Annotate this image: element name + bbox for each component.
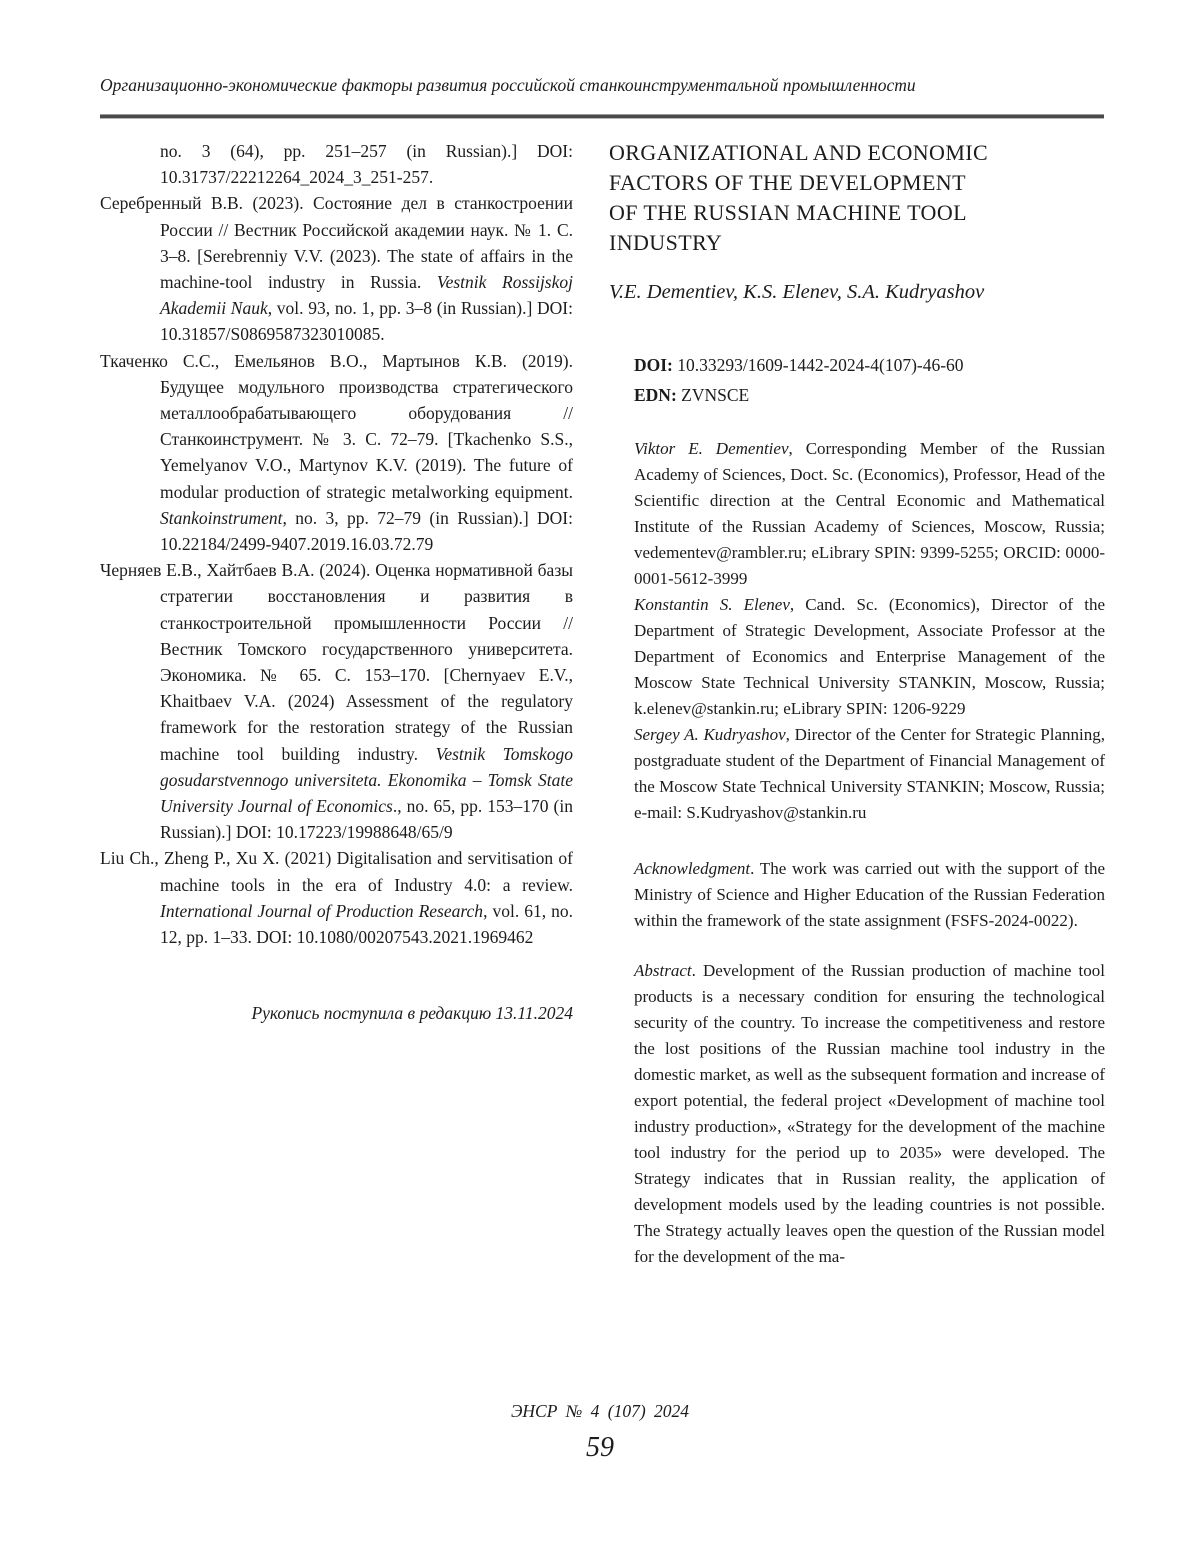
abstract-block: [634, 958, 1105, 1270]
reference-text: Серебренный В.В. (2023). Состояние дел в станкостроении России // Вестник Российской академии наук. № 1. С. 3–8. [Serebrenniy V.V. (2023). The state of affairs in the machine-tool industry in Russia.: [100, 193, 573, 293]
reference-journal-italic: Vestnik Rossijskoj Akademii Nauk: [160, 272, 573, 319]
reference-journal-italic: Vestnik Tomskogo gosudarstvennogo universiteta. Ekonomika – Tomsk State University Journal of Economics: [160, 743, 574, 817]
acknowledgment-text: . The work was carried out with the support of the Ministry of Science and Higher Education of the Russian Federation within the framework of the state assignment (FSFS-2024-0022).: [634, 859, 1105, 930]
doi-value: 10.33293/1609-1442-2024-4(107)-46-60: [677, 355, 964, 375]
reference-entry: [100, 557, 573, 845]
reference-entry: [100, 190, 573, 347]
author-bio: [634, 436, 1105, 592]
edn-label: EDN:: [634, 385, 677, 405]
article-meta-and-abstract: [634, 350, 1105, 1270]
doi-row: [634, 350, 1105, 380]
article-title-line: ORGANIZATIONAL AND ECONOMIC: [609, 140, 989, 165]
abstract-paragraph: [634, 958, 1105, 1270]
acknowledgment-paragraph: [634, 856, 1105, 934]
author-bio: [634, 592, 1105, 722]
author-bios-block: [634, 436, 1105, 826]
manuscript-received-note: Рукопись поступила в редакцию 13.11.2024: [251, 1003, 573, 1024]
reference-text: , vol. 93, no. 1, pp. 3–8 (in Russian).] DOI: 10.31857/S0869587323010085.: [160, 298, 573, 345]
page-footer: [0, 1400, 1200, 1465]
edn-value: ZVNSCE: [681, 385, 750, 405]
reference-text: ., no. 65, pp. 153–170 (in Russian).] DOI: 10.17223/19988648/65/9: [160, 796, 573, 843]
reference-journal-italic: International Journal of Production Research: [160, 900, 484, 921]
article-title: [609, 138, 1105, 258]
author-name: Viktor E. Dementiev: [634, 439, 789, 458]
author-bio-text: , Cand. Sc. (Economics), Director of the Department of Strategic Development, Associate Professor at the Department of Economics and Enterprise Management of the Moscow State Technical University STANKIN, Moscow, Russia; k.elenev@stankin.ru; eLibrary SPIN: 1206-9229: [634, 595, 1105, 718]
abstract-label: Abstract: [634, 961, 692, 980]
author-bio-text: , Director of the Center for Strategic Planning, postgraduate student of the Department of Financial Management of the Moscow State Technical University STANKIN; Moscow, Russia; e-mail: S.Kudryashov@stankin.ru: [634, 725, 1105, 822]
reference-entry: [100, 348, 573, 558]
references-column: [100, 138, 573, 1270]
acknowledgment-block: [634, 856, 1105, 934]
article-column: [609, 138, 1105, 1270]
author-name: Konstantin S. Elenev: [634, 595, 790, 614]
reference-journal-italic: Stankoinstrument: [160, 507, 283, 528]
doi-label: DOI:: [634, 355, 673, 375]
reference-text: Ткаченко С.С., Емельянов В.О., Мартынов К.В. (2019). Будущее модульного производства стратегического металлообрабатывающего оборудования // Станкоинструмент. № 3. С. 72–79. [Tkachenko S.S., Yemelyanov V.O., Martynov K.V. (2019). The future of modular production of strategic metalworking equipment.: [100, 350, 573, 502]
journal-issue-line: ЭНСР № 4 (107) 2024: [510, 1401, 690, 1421]
header-rule-divider: [100, 114, 1104, 119]
reference-text: no. 3 (64), pp. 251–257 (in Russian).] DOI: 10.31737/22212264_2024_3_251-257.: [160, 141, 573, 188]
author-name: Sergey A. Kudryashov: [634, 725, 786, 744]
reference-entry: [100, 138, 573, 190]
page-number: 59: [586, 1432, 614, 1463]
article-title-line: FACTORS OF THE DEVELOPMENT: [609, 170, 966, 195]
running-head-title: Организационно-экономические факторы развития российской станкоинструментальной промышленности: [100, 75, 916, 95]
reference-entry: [100, 845, 573, 950]
reference-text: , no. 3, pp. 72–79 (in Russian).] DOI: 10.22184/2499-9407.2019.16.03.72.79: [160, 507, 573, 555]
identifier-block: [634, 350, 1105, 410]
edn-row: [634, 380, 1105, 410]
two-column-layout: [100, 138, 1105, 1270]
reference-text: Черняев Е.В., Хайтбаев В.А. (2024). Оценка нормативной базы стратегии восстановления и развития в станкостроительной промышленности России // Вестник Томского государственного университета. Экономика. № 65. С. 153–170. [Chernyaev E.V., Khaitbaev V.A. (2024) Assessment of the regulatory framework for the restoration strategy of the Russian machine tool building industry.: [100, 560, 573, 764]
author-bio: [634, 722, 1105, 826]
author-bio-text: , Corresponding Member of the Russian Academy of Sciences, Doct. Sc. (Economics), Professor, Head of the Scientific direction at the Central Economic and Mathematical Institute of the Russian Academy of Sciences, Moscow, Russia; vedementev@rambler.ru; eLibrary SPIN: 9399-5255; ORCID: 0000-0001-5612-3999: [634, 439, 1106, 588]
reference-text: , vol. 61, no. 12, pp. 1–33. DOI: 10.1080/00207543.2021.1969462: [160, 900, 573, 948]
article-authors: V.E. Dementiev, K.S. Elenev, S.A. Kudryashov: [609, 281, 985, 303]
article-title-line: INDUSTRY: [609, 230, 723, 255]
article-title-line: OF THE RUSSIAN MACHINE TOOL: [609, 200, 967, 225]
reference-text: Liu Ch., Zheng P., Xu X. (2021) Digitalisation and servitisation of machine tools in the era of Industry 4.0: a review.: [100, 848, 573, 895]
acknowledgment-label: Acknowledgment: [634, 859, 751, 878]
abstract-text: . Development of the Russian production of machine tool products is a necessary condition for ensuring the technological security of the country. To increase the competitiveness and restore the lost positions of the Russian machine tool industry in the domestic market, as well as the subsequent formation and increase of export potential, the federal project «Development of machine tool industry production», «Strategy for the development of the machine tool industry for the period up to 2035» were developed. The Strategy indicates that in Russian reality, the application of development models used by the leading countries is not possible. The Strategy actually leaves open the question of the Russian model for the development of the ma-: [634, 961, 1105, 1266]
